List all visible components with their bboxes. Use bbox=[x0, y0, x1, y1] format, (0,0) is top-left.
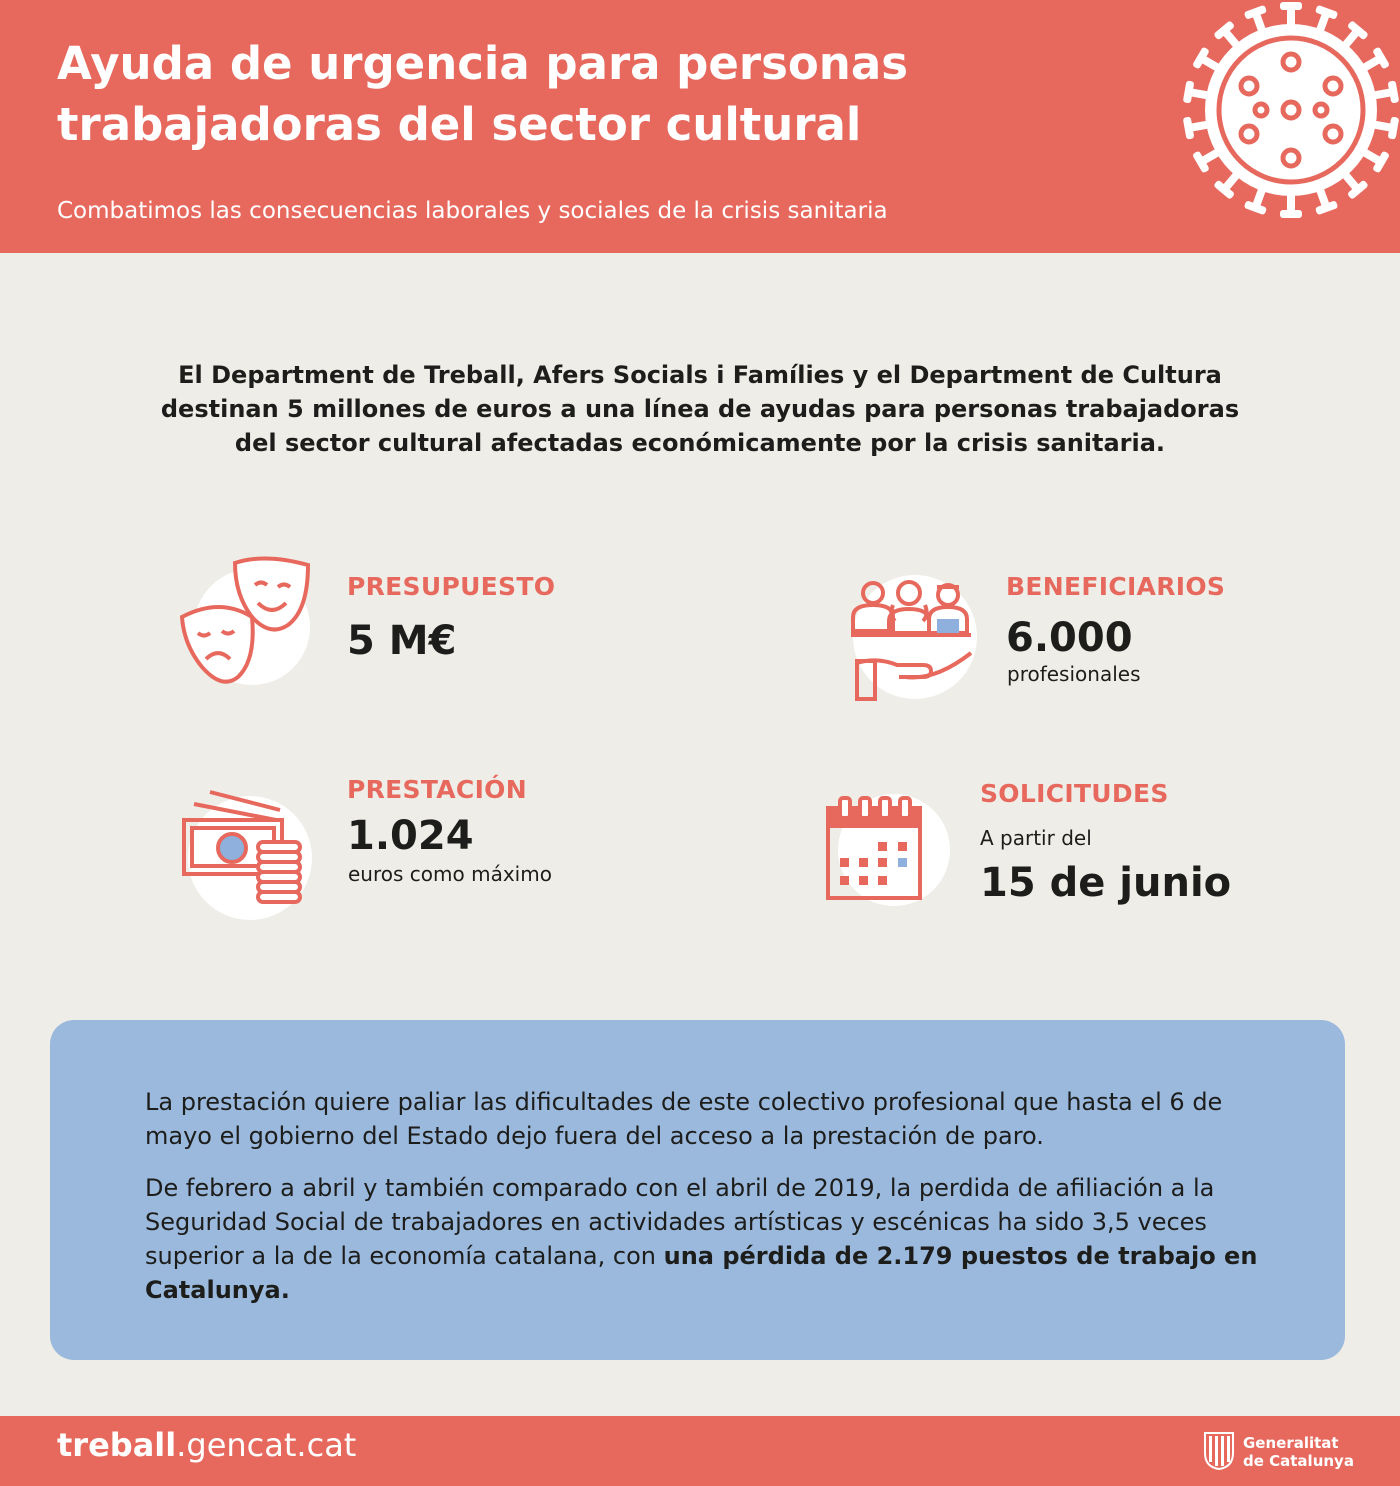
website-bold: treball bbox=[57, 1426, 177, 1464]
info-paragraph-2-text: De febrero a abril y también comparado con el abril de 2019, la perdida de afiliación a la Seguridad Social de trabajadores en actividades artísticas y escénicas ha sido 3,5 veces superior a la de la economía catalana, con bbox=[145, 1174, 1215, 1270]
page-title: Ayuda de urgencia para personas trabajadoras del sector cultural bbox=[57, 37, 908, 151]
beneficiarios-sub: profesionales bbox=[1007, 662, 1141, 686]
coronavirus-icon bbox=[1181, 0, 1400, 220]
beneficiarios-value: 6.000 bbox=[1006, 615, 1133, 661]
info-paragraph-2 bbox=[145, 1171, 1260, 1307]
solicitudes-value: 15 de junio bbox=[980, 860, 1232, 906]
beneficiarios-label: BENEFICIARIOS bbox=[1006, 572, 1226, 601]
people-in-hand-icon bbox=[843, 575, 983, 710]
generalitat-logo-icon bbox=[1204, 1432, 1234, 1470]
presupuesto-label: PRESUPUESTO bbox=[347, 572, 556, 601]
solicitudes-pre: A partir del bbox=[980, 826, 1092, 850]
presupuesto-value: 5 M€ bbox=[347, 618, 457, 664]
generalitat-name bbox=[1243, 1434, 1354, 1470]
page-subtitle: Combatimos las consecuencias laborales y sociales de la crisis sanitaria bbox=[57, 198, 888, 224]
prestacion-value: 1.024 bbox=[347, 813, 474, 859]
info-paragraph-1: La prestación quiere paliar las dificultades de este colectivo profesional que hasta el 6 de mayo el gobierno del Estado dejo fuera del acceso a la prestación de paro. bbox=[145, 1088, 1223, 1150]
info-box bbox=[50, 1020, 1345, 1360]
generalitat-name-line1: Generalitat bbox=[1243, 1434, 1339, 1452]
calendar-icon bbox=[822, 790, 957, 910]
footer-bar bbox=[0, 1416, 1400, 1486]
money-coins-icon bbox=[180, 790, 320, 920]
header-banner bbox=[0, 0, 1400, 253]
prestacion-label: PRESTACIÓN bbox=[347, 775, 527, 804]
generalitat-name-line2: de Catalunya bbox=[1243, 1452, 1354, 1470]
website-link[interactable] bbox=[57, 1426, 356, 1464]
info-paragraph-2-highlight: una pérdida de 2.179 puestos de trabajo en Catalunya. bbox=[145, 1242, 1258, 1304]
theater-masks-icon bbox=[180, 555, 315, 690]
solicitudes-label: SOLICITUDES bbox=[980, 779, 1169, 808]
prestacion-sub: euros como máximo bbox=[348, 862, 552, 886]
intro-text: El Department de Treball, Afers Socials i Famílies y el Department de Cultura destinan 5 millones de euros a una línea de ayudas para personas trabajadoras del sector cultural afectadas económicamente por la crisis sanitaria. bbox=[160, 361, 1240, 457]
website-rest: .gencat.cat bbox=[176, 1426, 357, 1464]
